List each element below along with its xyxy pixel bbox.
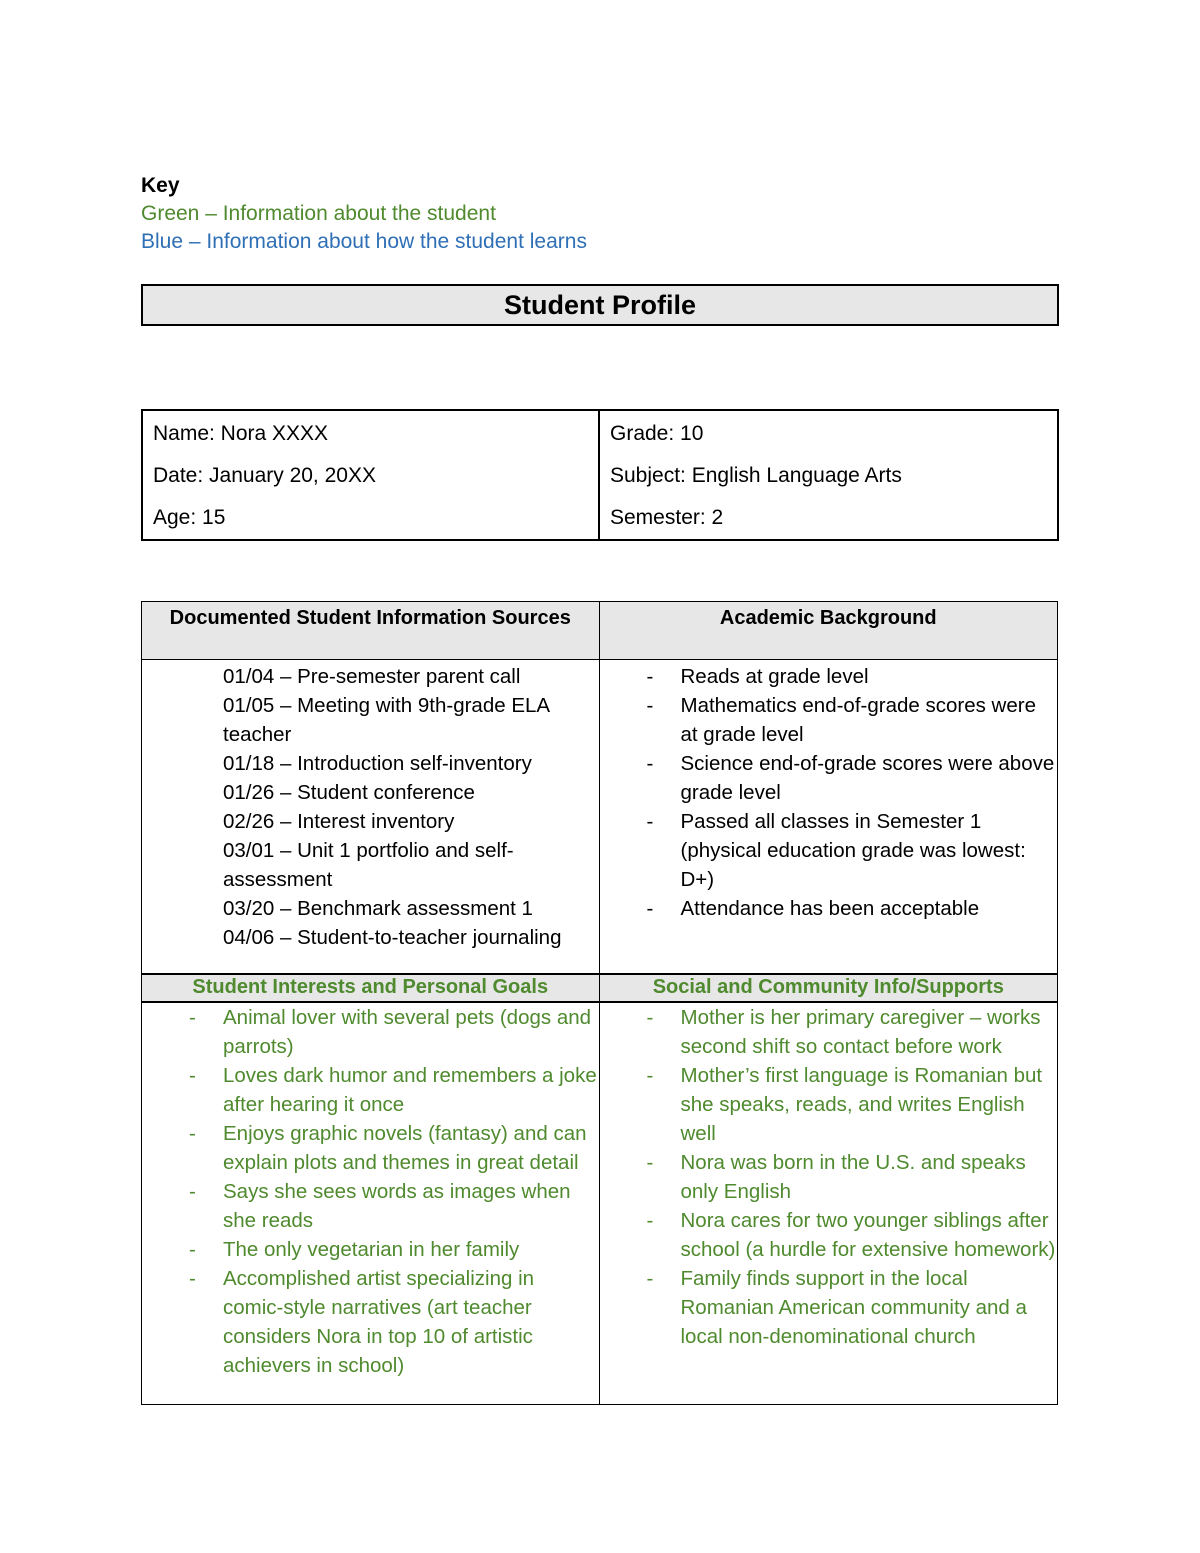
student-grade: Grade: 10	[610, 422, 704, 445]
academic-header: Academic Background	[719, 607, 937, 629]
list-item: - Animal lover with several pets (dogs and parrots)	[223, 1003, 599, 1061]
profile-date: Date: January 20, 20XX	[153, 464, 376, 487]
student-info-left	[143, 411, 600, 539]
social-cell	[600, 1003, 1058, 1405]
list-item: - Nora was born in the U.S. and speaks only English	[681, 1148, 1058, 1206]
list-item: - Reads at grade level	[681, 662, 1058, 691]
list-item: 01/26 – Student conference	[223, 781, 475, 804]
list-item: - Family finds support in the local Romanian American community and a local non-denominational church	[681, 1264, 1058, 1351]
student-info-table	[141, 409, 1059, 541]
interests-cell	[142, 1003, 600, 1405]
table-row-1	[142, 660, 1057, 973]
table-row-2	[142, 1003, 1057, 1405]
list-item: 01/04 – Pre-semester parent call	[223, 665, 521, 688]
student-semester: Semester: 2	[610, 506, 724, 529]
list-item: - Passed all classes in Semester 1 (physical education grade was lowest: D+)	[681, 807, 1058, 894]
student-age: Age: 15	[153, 506, 226, 529]
interests-header: Student Interests and Personal Goals	[142, 975, 600, 1001]
list-item: - Mathematics end-of-grade scores were at grade level	[681, 691, 1058, 749]
sources-cell	[142, 660, 600, 973]
academic-cell	[600, 660, 1058, 973]
table-header-row-2	[142, 973, 1057, 1003]
list-item: - Says she sees words as images when she reads	[223, 1177, 599, 1235]
list-item: 03/01 – Unit 1 portfolio and self-assessment	[223, 839, 514, 891]
list-item: - Accomplished artist specializing in comic-style narratives (art teacher considers Nora in top 10 of artistic achievers in school)	[223, 1264, 599, 1380]
student-subject: Subject: English Language Arts	[610, 464, 902, 487]
list-item: 03/20 – Benchmark assessment 1	[223, 897, 533, 920]
list-item: 04/06 – Student-to-teacher journaling	[223, 926, 562, 949]
key-legend	[141, 172, 587, 256]
key-title: Key	[141, 174, 180, 197]
list-item: - Attendance has been acceptable	[681, 894, 1058, 923]
sources-header: Documented Student Information Sources	[142, 602, 600, 659]
list-item: - Science end-of-grade scores were above grade level	[681, 749, 1058, 807]
profile-details-table	[141, 601, 1058, 1405]
list-item: 02/26 – Interest inventory	[223, 810, 455, 833]
student-name: Name: Nora XXXX	[153, 422, 329, 445]
list-item: - Nora cares for two younger siblings after school (a hurdle for extensive homework)	[681, 1206, 1058, 1264]
list-item: - Loves dark humor and remembers a joke after hearing it once	[223, 1061, 599, 1119]
student-info-right	[600, 411, 1057, 539]
key-blue-entry: Blue – Information about how the student learns	[141, 230, 587, 253]
list-item: - The only vegetarian in her family	[223, 1235, 599, 1264]
list-item: - Mother’s first language is Romanian but she speaks, reads, and writes English well	[681, 1061, 1058, 1148]
table-header-row	[142, 602, 1057, 660]
list-item: - Enjoys graphic novels (fantasy) and can explain plots and themes in great detail	[223, 1119, 599, 1177]
key-green-entry: Green – Information about the student	[141, 202, 496, 225]
page-title: Student Profile	[141, 284, 1059, 326]
list-item: - Mother is her primary caregiver – works second shift so contact before work	[681, 1003, 1058, 1061]
social-header: Social and Community Info/Supports	[652, 976, 1004, 998]
list-item: 01/05 – Meeting with 9th-grade ELA teacher	[223, 694, 549, 746]
list-item: 01/18 – Introduction self-inventory	[223, 752, 532, 775]
